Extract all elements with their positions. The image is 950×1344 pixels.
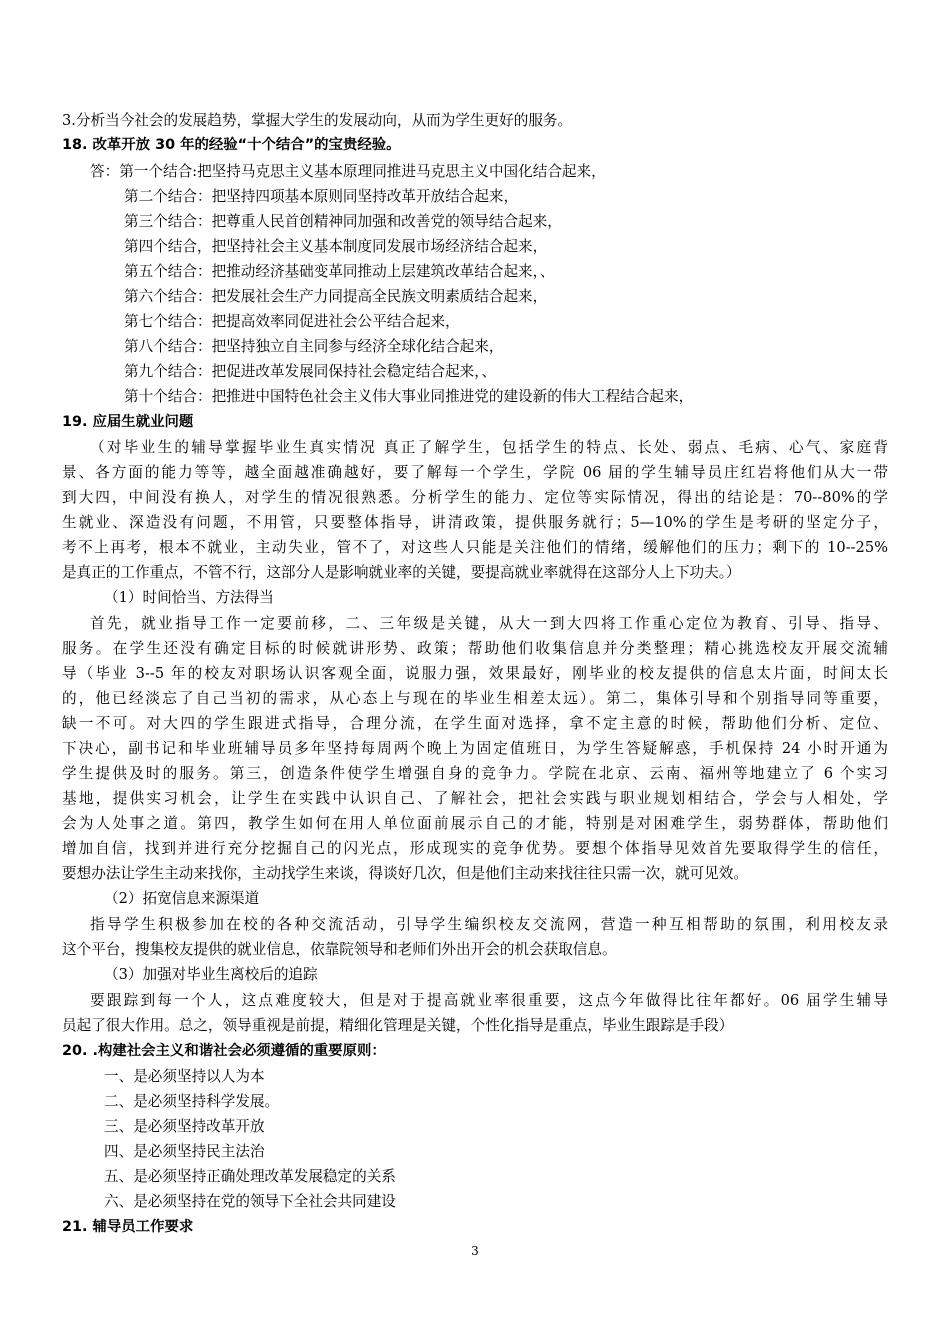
s20-item: 四、是必须坚持民主法治 <box>104 1143 265 1160</box>
s19-sub3: （3）加强对毕业生离校后的追踪 <box>104 966 318 983</box>
s20-item: 五、是必须坚持正确处理改革发展稳定的关系 <box>104 1168 396 1185</box>
section-18-heading: 18. 改革开放 30 年的经验“十个结合”的宝贵经验。 <box>62 137 401 153</box>
s19-para3-line: 这个平台，搜集校友提供的就业信息，依靠院领导和老师们外出开会的机会获取信息。 <box>62 941 617 958</box>
s19-para2-line: 导（毕业 3--5 年的校友对职场认识客观全面，说服力强，效果最好，刚毕业的校友提供的信息太片面，时间太长 <box>62 665 888 682</box>
s19-para1-line: 考不上再考，根本不就业，主动失业，管不了，对这些人只能是关注他们的情绪，缓解他们的压力；剩下的 10--25% <box>62 539 888 556</box>
s19-sub1: （1）时间恰当、方法得当 <box>104 589 274 606</box>
s19-para2-line: 首先，就业指导工作一定要前移，二、三年级是关键，从大一到大四将工作重心定位为教育、引导、指导、 <box>90 615 888 632</box>
s18-item: 第二个结合：把坚持四项基本原则同坚持改革开放结合起来， <box>124 188 519 205</box>
s19-para2-line: 会为人处事之道。第四，教学生如何在用人单位面前展示自己的才能，特别是对困难学生，弱势群体，帮助他们 <box>62 815 888 832</box>
s18-item: 第九个结合：把促进改革发展同保持社会稳定结合起来，、 <box>124 363 497 380</box>
s19-para2-line: 基地，提供实习机会，让学生在实践中认识自己、了解社会，把社会实践与职业规划相结合，学会与人相处，学 <box>62 790 888 807</box>
s19-para3-line: 指导学生积极参加在校的各种交流活动，引导学生编织校友交流网，营造一种互相帮助的氛围，利用校友录 <box>90 916 888 933</box>
s19-para4-line: 要跟踪到每一个人，这点难度较大，但是对于提高就业率很重要，这点今年做得比往年都好。06 届学生辅导 <box>90 992 888 1009</box>
s19-para2-line: 服务。在学生还没有确定目标的时候就讲形势、政策；帮助他们收集信息并分类整理；精心挑选校友开展交流辅 <box>62 640 888 657</box>
s19-para1-line: 是真正的工作重点，不管不行，这部分人是影响就业率的关键，要提高就业率就得在这部分人上下功夫。） <box>62 564 741 581</box>
s19-para2-line: 学生提供及时的服务。第三，创造条件使学生增强自身的竞争力。学院在北京、云南、福州等地建立了 6 个实习 <box>62 765 888 782</box>
section-20-heading: 20. .构建社会主义和谐社会必须遵循的重要原则： <box>62 1043 386 1059</box>
section-19-heading: 19. 应届生就业问题 <box>62 414 194 430</box>
s18-item: 第七个结合：把提高效率同促进社会公平结合起来， <box>124 313 460 330</box>
s18-item: 第三个结合：把尊重人民首创精神同加强和改善党的领导结合起来， <box>124 213 562 230</box>
s20-item: 二、是必须坚持科学发展。 <box>104 1093 280 1110</box>
s20-item: 三、是必须坚持改革开放 <box>104 1118 265 1135</box>
s19-para2-line: 的，他已经淡忘了自己当初的需求，从心态上与现在的毕业生相差太远）。第二，集体引导和个别指导同等重要， <box>62 690 888 707</box>
s19-sub2: （2）拓宽信息来源渠道 <box>104 890 260 907</box>
s19-para2-line: 下决心，副书记和毕业班辅导员多年坚持每周两个晚上为固定值班日，为学生答疑解惑，手机保持 24 小时开通为 <box>62 740 888 757</box>
s19-para1-line: （对毕业生的辅导掌握毕业生真实情况 真正了解学生，包括学生的特点、长处、弱点、毛病、心气、家庭背 <box>90 439 888 456</box>
intro-line: 3.分析当今社会的发展趋势，掌握大学生的发展动向，从而为学生更好的服务。 <box>62 112 573 129</box>
s19-para1-line: 到大四，中间没有换人，对学生的情况很熟悉。分析学生的能力、定位等实际情况，得出的结论是：70--80%的学 <box>62 489 888 506</box>
s19-para1-line: 景、各方面的能力等等，越全面越准确越好，要了解每一个学生，学院 06 届的学生辅导员庄红岩将他们从大一带 <box>62 464 888 481</box>
s19-para2-line: 要想办法让学生主动来找你，主动找学生来谈，得谈好几次，但是他们主动来找往往只需一次，就可见效。 <box>62 865 748 882</box>
s18-item: 第四个结合，把坚持社会主义基本制度同发展市场经济结合起来， <box>124 238 548 255</box>
s19-para1-line: 生就业、深造没有问题，不用管，只要整体指导，讲清政策，提供服务就行；5—10%的学生是考研的坚定分子， <box>62 514 888 531</box>
s18-item: 第八个结合：把坚持独立自主同参与经济全球化结合起来， <box>124 338 504 355</box>
section-21-heading: 21. 辅导员工作要求 <box>62 1219 194 1235</box>
s18-item: 答：第一个结合:把坚持马克思主义基本原理同推进马克思主义中国化结合起来， <box>90 163 606 180</box>
s19-para2-line: 增加自信，找到并进行充分挖掘自己的闪光点，形成现实的竞争优势。要想个体指导见效首先要取得学生的信任， <box>62 840 888 857</box>
s19-para2-line: 缺一不可。对大四的学生跟进式指导，合理分流，在学生面对选择，拿不定主意的时候，帮助他们分析、定位、 <box>62 715 888 732</box>
s18-item: 第六个结合：把发展社会生产力同提高全民族文明素质结合起来， <box>124 288 548 305</box>
page-number: 3 <box>471 1244 479 1258</box>
s20-item: 一、是必须坚持以人为本 <box>104 1068 265 1085</box>
s19-para4-line: 员起了很大作用。总之，领导重视是前提，精细化管理是关键，个性化指导是重点，毕业生跟踪是手段） <box>62 1017 734 1034</box>
s18-item: 第五个结合：把推动经济基础变革同推动上层建筑改革结合起来，、 <box>124 263 555 280</box>
s18-item: 第十个结合：把推进中国特色社会主义伟大事业同推进党的建设新的伟大工程结合起来， <box>124 388 694 405</box>
s20-item: 六、是必须坚持在党的领导下全社会共同建设 <box>104 1193 396 1210</box>
